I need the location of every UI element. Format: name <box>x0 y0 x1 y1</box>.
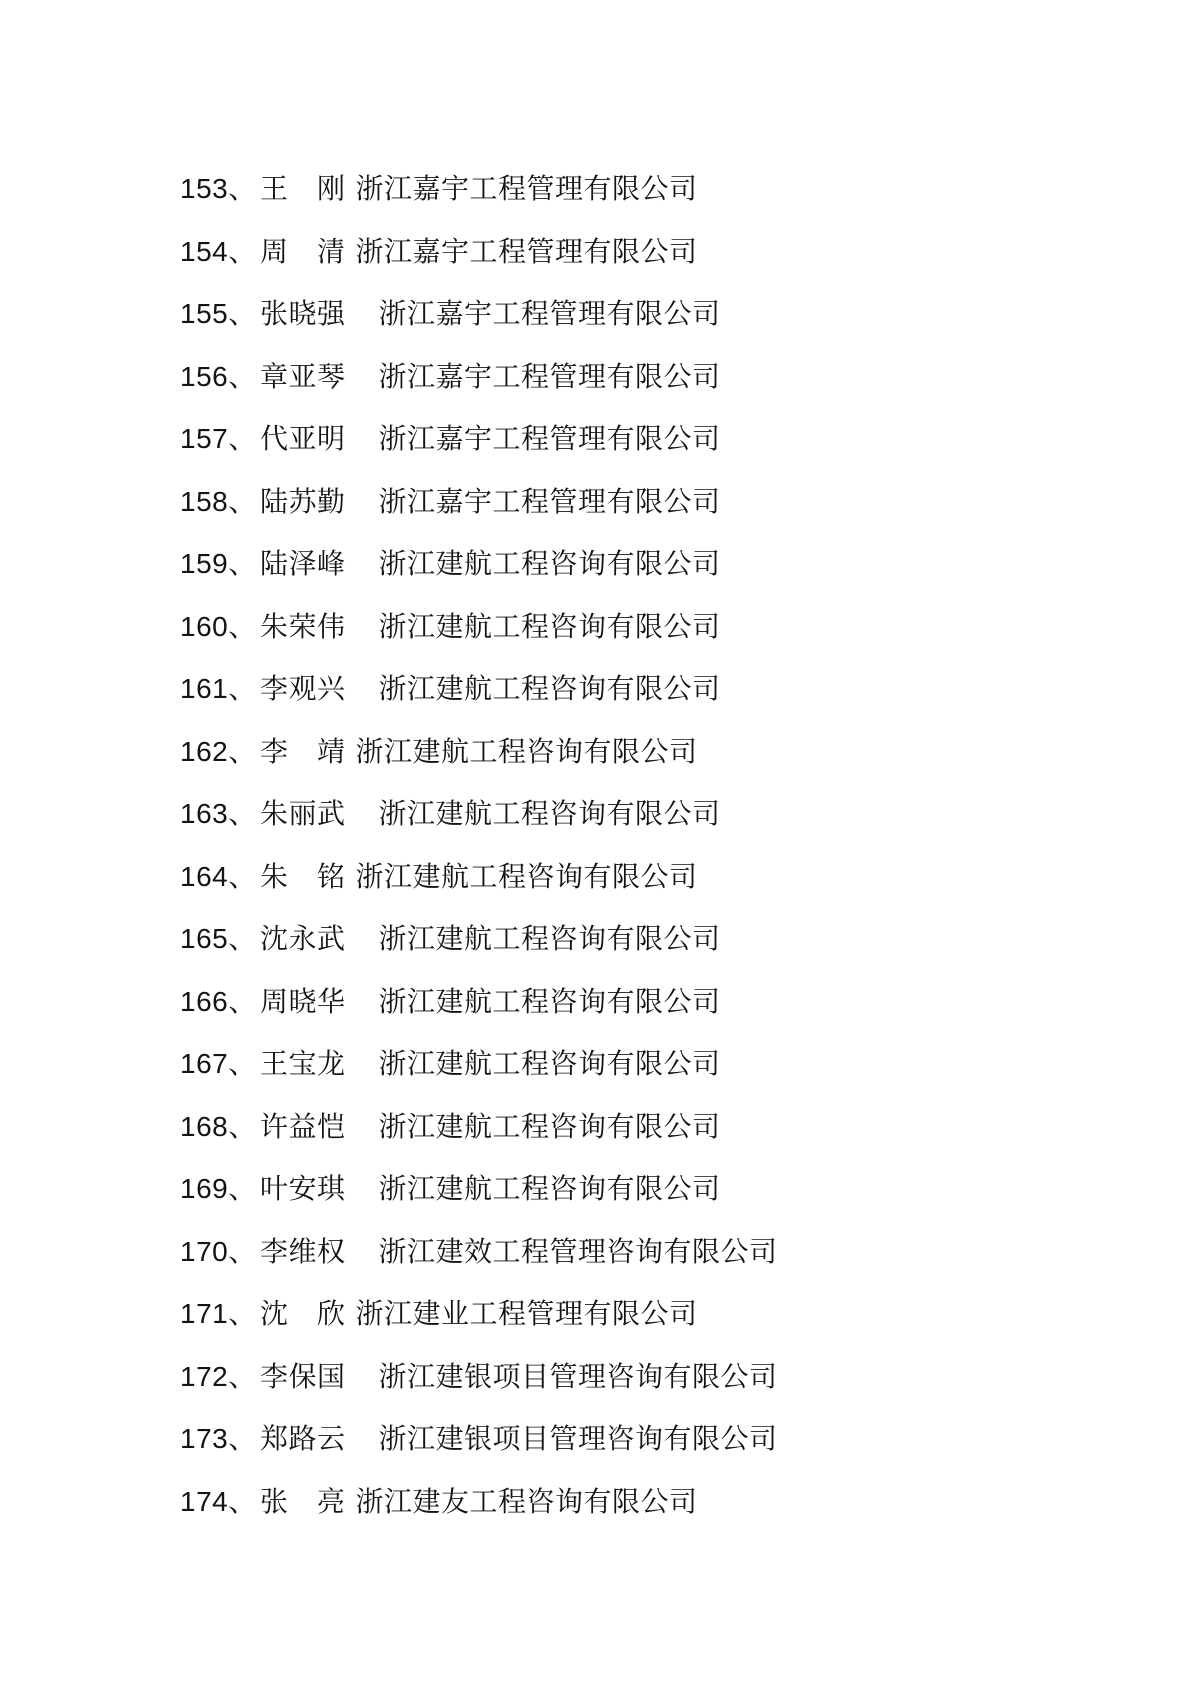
list-item <box>180 1281 778 1344</box>
person-name: 叶安琪 <box>260 1173 346 1205</box>
list-item <box>180 281 778 344</box>
person-name: 许益恺 <box>260 1110 346 1142</box>
item-number: 156、 <box>180 360 257 392</box>
company-name: 浙江建航工程咨询有限公司 <box>378 1110 721 1142</box>
company-name: 浙江嘉宇工程管理有限公司 <box>355 173 698 205</box>
company-name: 浙江嘉宇工程管理有限公司 <box>378 485 721 517</box>
list-item <box>180 1031 778 1094</box>
list-item <box>180 594 778 657</box>
person-name: 周晓华 <box>260 985 346 1017</box>
company-name: 浙江建航工程咨询有限公司 <box>378 985 721 1017</box>
person-name: 王 刚 <box>260 173 346 205</box>
person-name: 郑路云 <box>260 1423 346 1455</box>
item-number: 163、 <box>180 798 257 830</box>
company-name: 浙江建航工程咨询有限公司 <box>378 673 721 705</box>
list-item <box>180 156 778 219</box>
list-item <box>180 656 778 719</box>
item-number: 159、 <box>180 548 257 580</box>
company-name: 浙江嘉宇工程管理有限公司 <box>355 235 698 267</box>
item-number: 155、 <box>180 298 257 330</box>
company-name: 浙江建业工程管理有限公司 <box>355 1298 698 1330</box>
list-item <box>180 1344 778 1407</box>
list-item <box>180 781 778 844</box>
item-number: 154、 <box>180 235 257 267</box>
item-number: 168、 <box>180 1110 257 1142</box>
company-name: 浙江建航工程咨询有限公司 <box>378 610 721 642</box>
person-name: 李观兴 <box>260 673 346 705</box>
list-item <box>180 406 778 469</box>
company-name: 浙江嘉宇工程管理有限公司 <box>378 298 721 330</box>
item-number: 162、 <box>180 735 257 767</box>
item-number: 169、 <box>180 1173 257 1205</box>
person-name: 沈永武 <box>260 923 346 955</box>
company-name: 浙江建航工程咨询有限公司 <box>355 735 698 767</box>
list-item <box>180 469 778 532</box>
company-name: 浙江嘉宇工程管理有限公司 <box>378 360 721 392</box>
company-name: 浙江建银项目管理咨询有限公司 <box>378 1360 778 1392</box>
list-item <box>180 906 778 969</box>
list-item <box>180 219 778 282</box>
person-name: 陆苏勤 <box>260 485 346 517</box>
person-name: 沈 欣 <box>260 1298 346 1330</box>
item-number: 172、 <box>180 1360 257 1392</box>
person-name: 张 亮 <box>260 1485 346 1517</box>
item-number: 167、 <box>180 1048 257 1080</box>
company-name: 浙江嘉宇工程管理有限公司 <box>378 423 721 455</box>
person-name: 李保国 <box>260 1360 346 1392</box>
company-name: 浙江建航工程咨询有限公司 <box>355 860 698 892</box>
person-name: 朱丽武 <box>260 798 346 830</box>
person-name: 周 清 <box>260 235 346 267</box>
list-item <box>180 531 778 594</box>
list-item <box>180 1406 778 1469</box>
item-number: 153、 <box>180 173 257 205</box>
name-list <box>180 156 778 1531</box>
item-number: 173、 <box>180 1423 257 1455</box>
list-item <box>180 1156 778 1219</box>
list-item <box>180 844 778 907</box>
company-name: 浙江建银项目管理咨询有限公司 <box>378 1423 778 1455</box>
list-item <box>180 344 778 407</box>
company-name: 浙江建航工程咨询有限公司 <box>378 1048 721 1080</box>
list-item <box>180 1094 778 1157</box>
item-number: 161、 <box>180 673 257 705</box>
company-name: 浙江建航工程咨询有限公司 <box>378 798 721 830</box>
list-item <box>180 1469 778 1532</box>
item-number: 170、 <box>180 1235 257 1267</box>
company-name: 浙江建效工程管理咨询有限公司 <box>378 1235 778 1267</box>
item-number: 164、 <box>180 860 257 892</box>
company-name: 浙江建航工程咨询有限公司 <box>378 1173 721 1205</box>
person-name: 章亚琴 <box>260 360 346 392</box>
person-name: 王宝龙 <box>260 1048 346 1080</box>
person-name: 朱荣伟 <box>260 610 346 642</box>
item-number: 157、 <box>180 423 257 455</box>
item-number: 160、 <box>180 610 257 642</box>
company-name: 浙江建航工程咨询有限公司 <box>378 923 721 955</box>
item-number: 165、 <box>180 923 257 955</box>
person-name: 李 靖 <box>260 735 346 767</box>
item-number: 166、 <box>180 985 257 1017</box>
person-name: 陆泽峰 <box>260 548 346 580</box>
company-name: 浙江建航工程咨询有限公司 <box>378 548 721 580</box>
list-item <box>180 969 778 1032</box>
item-number: 174、 <box>180 1485 257 1517</box>
person-name: 张晓强 <box>260 298 346 330</box>
company-name: 浙江建友工程咨询有限公司 <box>355 1485 698 1517</box>
person-name: 李维权 <box>260 1235 346 1267</box>
list-item <box>180 1219 778 1282</box>
person-name: 朱 铭 <box>260 860 346 892</box>
list-item <box>180 719 778 782</box>
item-number: 158、 <box>180 485 257 517</box>
person-name: 代亚明 <box>260 423 346 455</box>
item-number: 171、 <box>180 1298 257 1330</box>
